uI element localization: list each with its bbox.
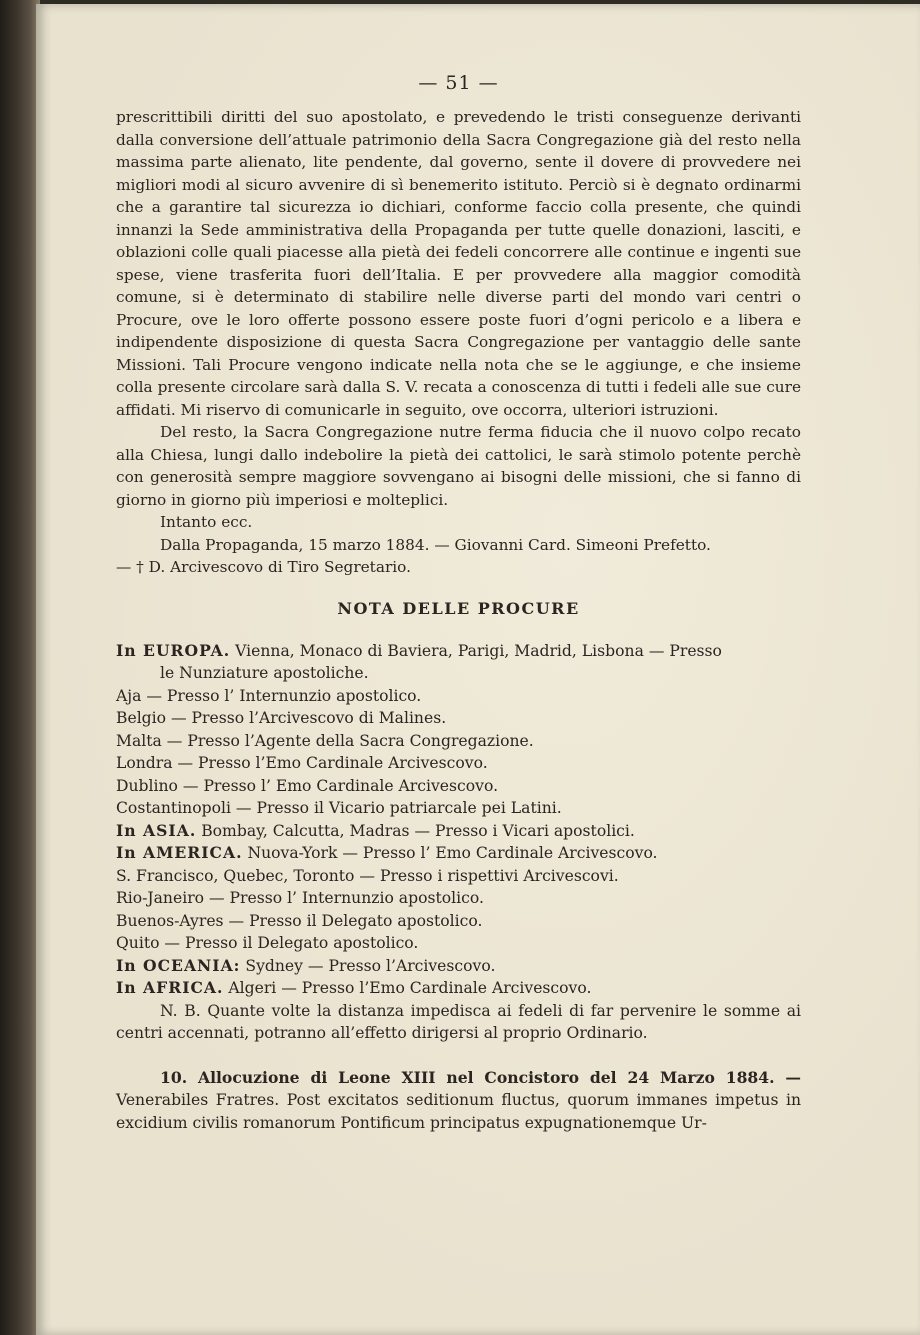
procure-item bbox=[116, 932, 801, 955]
procure-text: Belgio — Presso l’Arcivescovo di Malines. bbox=[116, 709, 447, 727]
page-number: — 51 — bbox=[418, 72, 499, 94]
procure-item bbox=[116, 752, 801, 775]
procure-text: Algeri — Presso l’Emo Cardinale Arcivescovo. bbox=[223, 979, 592, 997]
nota-bene: N. B. Quante volte la distanza impedisca ai fedeli di far pervenire le somme ai centri accennati, potranno all’effetto dirigersi al proprio Ordinario. bbox=[116, 1001, 801, 1042]
book-page bbox=[36, 4, 920, 1335]
page-content bbox=[116, 72, 801, 1134]
procure-text: Quito — Presso il Delegato apostolico. bbox=[116, 934, 419, 952]
procure-text: Sydney — Presso l’Arcivescovo. bbox=[240, 956, 496, 975]
procure-text: Malta — Presso l’Agente della Sacra Congregazione. bbox=[116, 731, 534, 750]
procure-text: Dublino — Presso l’ Emo Cardinale Arcivescovo. bbox=[116, 776, 499, 795]
procure-region: In ASIA. bbox=[116, 820, 197, 840]
signature-line-2: — † D. Arcivescovo di Tiro Segretario. bbox=[116, 558, 411, 576]
procure-item bbox=[116, 640, 801, 685]
procure-text: Bombay, Calcutta, Madras — Presso i Vicari apostolici. bbox=[196, 821, 635, 840]
procure-item bbox=[116, 775, 801, 798]
procure-item bbox=[116, 887, 801, 910]
procure-item bbox=[116, 685, 801, 708]
signature-line-1: Dalla Propaganda, 15 marzo 1884. — Giovanni Card. Simeoni Prefetto. bbox=[160, 535, 711, 554]
procure-text: S. Francisco, Quebec, Toronto — Presso i rispettivi Arcivescovi. bbox=[116, 866, 619, 885]
procure-list bbox=[116, 640, 801, 1000]
procure-item bbox=[116, 730, 801, 753]
book-binding bbox=[0, 0, 40, 1335]
procure-item bbox=[116, 865, 801, 888]
procure-text: Costantinopoli — Presso il Vicario patriarcale pei Latini. bbox=[116, 799, 562, 817]
procure-region: In OCEANIA: bbox=[116, 955, 241, 975]
intanto-line: Intanto ecc. bbox=[160, 513, 253, 531]
procure-item bbox=[116, 842, 801, 865]
procure-region: In EUROPA. bbox=[116, 640, 231, 660]
body-paragraph-1: prescrittibili diritti del suo apostolato, e prevedendo le tristi conseguenze derivanti dalla conversione dell’attuale patrimonio della Sacra Congregazione già del resto nella massima parte alienato, lite pendente, dal governo, sente il dovere di provvedere nei migliori modi al sicuro avvenire di sì benemerito istituto. Perciò si è degnato ordinarmi che a garantire tal sicurezza io dichiari, conforme faccio colla presente, che quindi innanzi la Sede amministrativa della Propaganda per tutte quelle donazioni, lasciti, e oblazioni colle quali piacesse alla pietà dei fedeli concorrere alle continue e ingenti sue spese, viene trasferita fuori dell’Italia. E per provvedere alla maggior comodità comune, si è determinato di stabilire nelle diverse parti del mondo vari centri o Procure, ove le loro offerte possono essere poste fuori d’ogni pericolo e a libera e indipendente disposizione di questa Sacra Congregazione per vantaggio delle sante Missioni. Tali Procure vengono indicate nella nota che se le aggiunge, e che insieme colla presente circolare sarà dalla S. V. recata a conoscenza di tutti i fedeli alle sue cure affidati. Mi riservo di comunicarle in seguito, ove occorra, ulteriori istruzioni. bbox=[116, 108, 801, 419]
procure-item bbox=[116, 820, 801, 843]
procure-item bbox=[116, 977, 801, 1000]
procure-text: Nuova-York — Presso l’ Emo Cardinale Arcivescovo. bbox=[242, 844, 658, 862]
procure-region: In AMERICA. bbox=[116, 843, 243, 862]
procure-item bbox=[116, 707, 801, 730]
procure-item bbox=[116, 955, 801, 978]
procure-text: Londra — Presso l’Emo Cardinale Arcivescovo. bbox=[116, 754, 488, 772]
procure-region: In AFRICA. bbox=[116, 978, 224, 997]
procure-text: Aja — Presso l’ Internunzio apostolico. bbox=[116, 686, 422, 705]
procure-item bbox=[116, 797, 801, 820]
allocution-title: 10. Allocuzione di Leone XIII nel Concistoro del 24 Marzo 1884. — bbox=[160, 1067, 801, 1087]
procure-text: Rio-Janeiro — Presso l’ Internunzio apostolico. bbox=[116, 889, 484, 907]
allocution-paragraph bbox=[116, 1067, 801, 1135]
body-paragraph-2: Del resto, la Sacra Congregazione nutre ferma fiducia che il nuovo colpo recato alla Chiesa, lungi dallo indebolire la pietà dei cattolici, le sarà stimolo potente perchè con generosità sempre maggiore sovvengano ai bisogni delle missioni, che si fanno di giorno in giorno più imperiosi e molteplici. bbox=[116, 423, 801, 509]
section-title: NOTA DELLE PROCURE bbox=[337, 598, 580, 618]
procure-text: Vienna, Monaco di Baviera, Parigi, Madrid, Lisbona — Presso bbox=[230, 641, 722, 660]
procure-continuation: le Nunziature apostoliche. bbox=[160, 664, 369, 682]
allocution-text: Venerabiles Fratres. Post excitatos seditionum fluctus, quorum immanes impetus in excidium civilis romanorum Pontificum principatus expugnationemque Ur- bbox=[116, 1091, 801, 1132]
procure-item bbox=[116, 910, 801, 933]
procure-text: Buenos-Ayres — Presso il Delegato apostolico. bbox=[116, 911, 483, 930]
